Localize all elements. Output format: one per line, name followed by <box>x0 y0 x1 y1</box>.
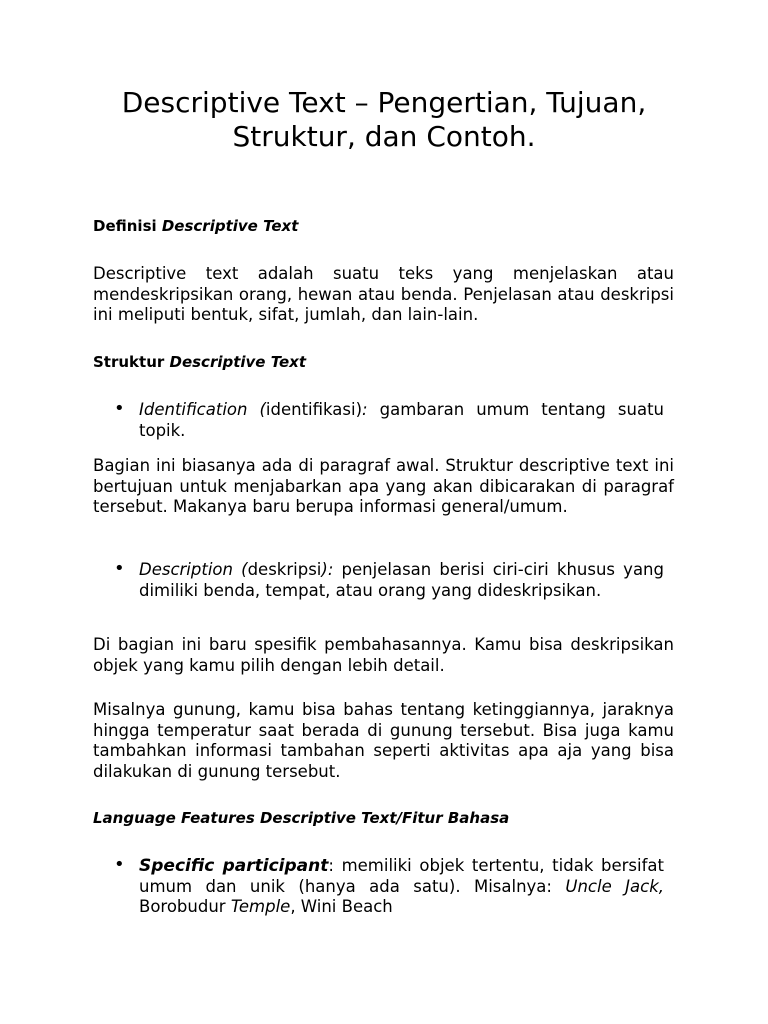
description-item: Description (deskripsi): penjelasan berisi ciri-ciri khusus yang dimiliki benda, tempat, atau orang yang dideskripsikan. <box>139 560 664 600</box>
identification-paragraph: Bagian ini biasanya ada di paragraf awal. Struktur descriptive text ini bertujuan untuk menjabarkan apa yang akan dibicarakan di paragraf tersebut. Makanya baru berupa informasi general/umum. <box>93 456 674 516</box>
bullet-specific-participant: • <box>114 854 125 875</box>
bullet-identification: • <box>114 398 125 419</box>
definisi-paragraph: Descriptive text adalah suatu teks yang menjelaskan atau mendeskripsikan orang, hewan atau benda. Penjelasan atau deskripsi ini meliputi bentuk, sifat, jumlah, dan lain-lain. <box>93 264 674 324</box>
description-paragraph-1: Di bagian ini baru spesifik pembahasannya. Kamu bisa deskripsikan objek yang kamu pilih dengan lebih detail. <box>93 635 674 675</box>
document-title <box>60 86 708 154</box>
language-features-heading: Language Features Descriptive Text/Fitur Bahasa <box>93 809 510 827</box>
struktur-heading: Struktur Descriptive Text <box>93 353 307 371</box>
identification-item: Identification (identifikasi): gambaran umum tentang suatu topik. <box>139 400 664 440</box>
title-line-1: Descriptive Text – Pengertian, Tujuan, <box>121 86 647 119</box>
title-line-2: Struktur, dan Contoh. <box>232 120 536 153</box>
specific-participant-item: Specific participant: memiliki objek tertentu, tidak bersifat umum dan unik (hanya ada satu). Misalnya: Uncle Jack, Borobudur Temple, Wini Beach <box>139 856 664 916</box>
definisi-heading: Definisi Descriptive Text <box>93 217 299 235</box>
description-paragraph-2: Misalnya gunung, kamu bisa bahas tentang ketinggiannya, jaraknya hingga temperatur saat berada di gunung tersebut. Bisa juga kamu tambahkan informasi tambahan seperti aktivitas apa aja yang bisa dilakukan di gunung tersebut. <box>93 700 674 781</box>
bullet-description: • <box>114 558 125 579</box>
